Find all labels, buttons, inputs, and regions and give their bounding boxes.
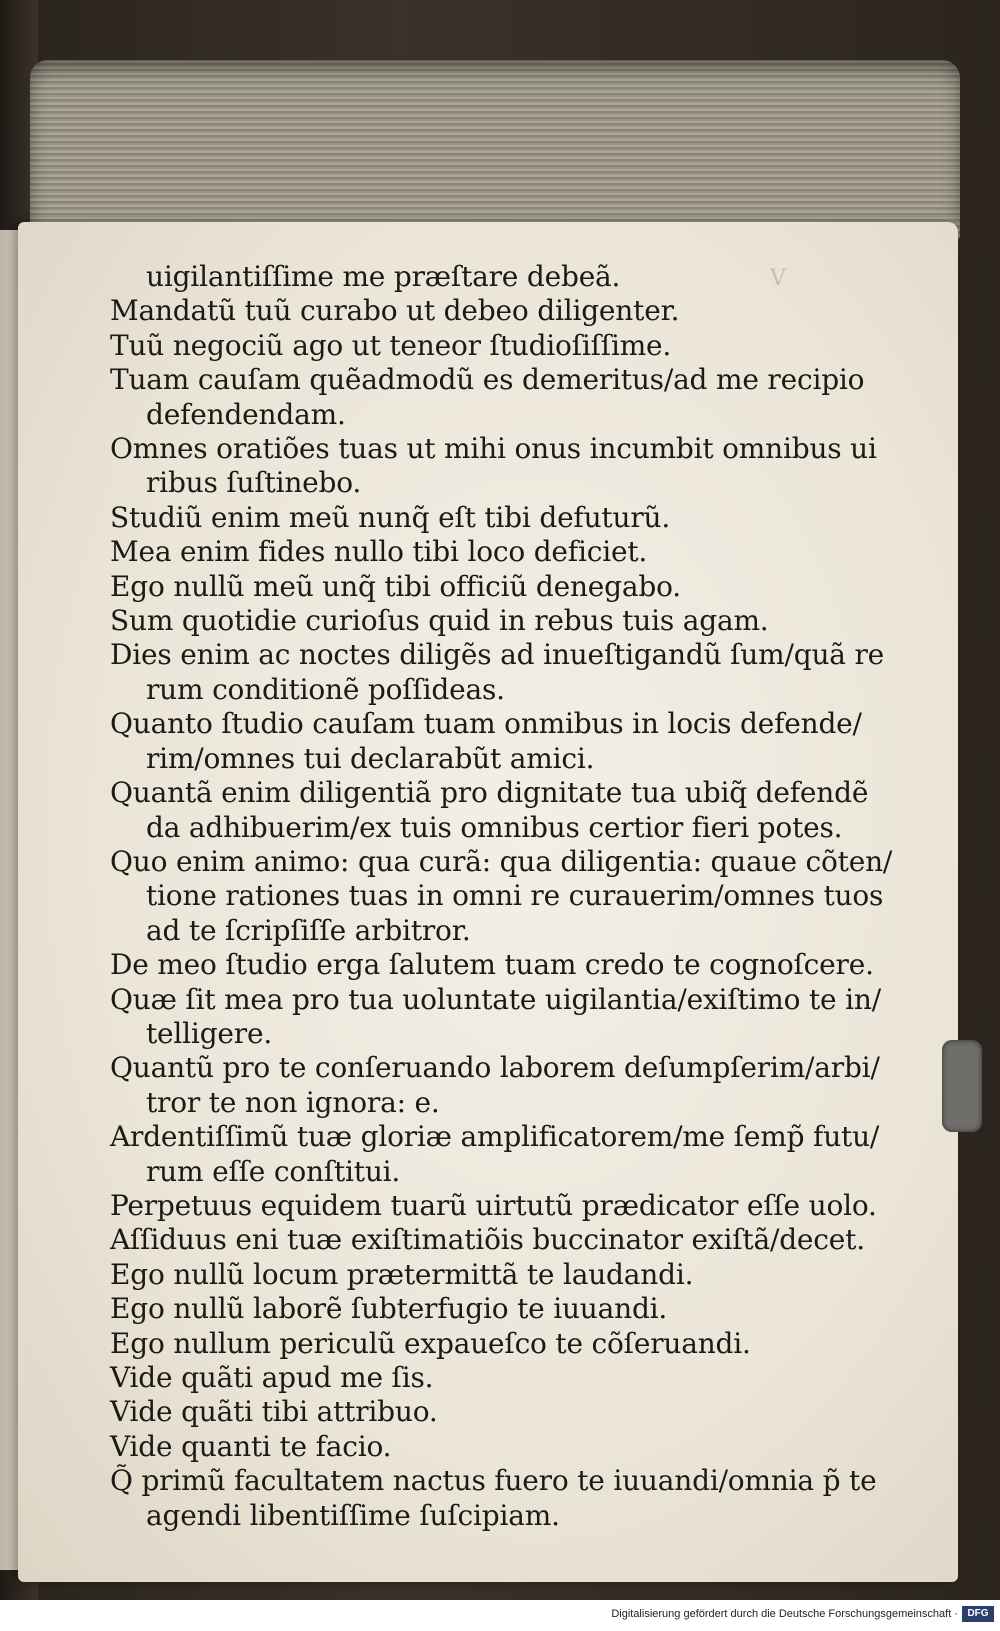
text-line: ad te ſcripſiſſe arbitror. xyxy=(146,913,471,947)
text-line: Mandatũ tuũ curabo ut debeo diligenter. xyxy=(110,294,680,328)
text-line: uigilantiſſime me præſtare debeã. xyxy=(146,260,621,293)
text-line: rum eſſe conſtitui. xyxy=(146,1154,401,1188)
text-line: Ego nullũ meũ unq̃ tibi officiũ denegabo. xyxy=(110,569,681,603)
text-line: da adhibuerim/ex tuis omnibus certior fieri potes. xyxy=(146,810,843,844)
text-line: De meo ſtudio erga ſalutem tuam credo te cognoſcere. xyxy=(110,948,874,982)
text-line: Quantũ pro te conſeruando laborem deſumpſerim/arbi/ xyxy=(110,1051,880,1085)
bookmark-tab xyxy=(942,1040,982,1132)
text-line: rim/omnes tui declarabũt amici. xyxy=(146,741,595,775)
text-line: Quæ ſit mea pro tua uoluntate uigilantia/exiſtimo te in/ xyxy=(110,982,881,1016)
text-line: tror te non ignora: e. xyxy=(146,1085,440,1119)
text-line: Sum quotidie curioſus quid in rebus tuis agam. xyxy=(110,604,769,638)
text-line: Perpetuus equidem tuarũ uirtutũ prædicator eſſe uolo. xyxy=(110,1188,877,1222)
text-line: Dies enim ac noctes diligẽs ad inueſtigandũ ſum/quã re xyxy=(110,638,885,672)
text-line: Quanto ſtudio cauſam tuam onmibus in locis defende/ xyxy=(110,707,862,741)
text-line: Tuũ negociũ ago ut teneor ſtudioſiſſime. xyxy=(110,328,672,362)
text-line: Vide quanti te facio. xyxy=(110,1429,392,1463)
text-line: Ego nullũ locum prætermittã te laudandi. xyxy=(110,1257,694,1291)
text-line: Ardentiſſimũ tuæ gloriæ amplificatorem/me ſemp̃ futu/ xyxy=(110,1120,880,1154)
text-line: rum conditionẽ poſſideas. xyxy=(146,672,505,706)
text-line: Mea enim fides nullo tibi loco deficiet. xyxy=(110,535,648,569)
text-line: Quo enim animo: qua curã: qua diligentia: quaue cõten/ xyxy=(110,844,893,878)
show-through-text: V xyxy=(770,266,786,291)
footer-bar xyxy=(0,1602,1000,1631)
text-line: telligere. xyxy=(146,1016,273,1050)
text-line: ribus ſuſtinebo. xyxy=(146,466,362,500)
page-block-top-edge xyxy=(30,60,960,240)
text-line: Tuam cauſam quẽadmodũ es demeritus/ad me recipio xyxy=(110,363,865,397)
text-line: Q̃ primũ facultatem nactus fuero te iuuandi/omnia p̃ te xyxy=(110,1464,877,1498)
text-line: agendi libentiſſime ſuſcipiam. xyxy=(146,1498,560,1532)
footer-credit: Digitalisierung gefördert durch die Deutsche Forschungsgemeinschaft · xyxy=(611,1608,958,1620)
text-line: Omnes oratiões tuas ut mihi onus incumbit omnibus ui xyxy=(110,432,877,466)
text-line: Vide quãti apud me ſis. xyxy=(110,1361,434,1394)
dfg-logo: DFG xyxy=(962,1606,994,1622)
text-line: defendendam. xyxy=(146,397,346,431)
text-line: Aſſiduus eni tuæ exiſtimatiõis buccinator exiſtã/decet. xyxy=(110,1223,865,1257)
text-line: Ego nullum periculũ expaueſco te cõſeruandi. xyxy=(110,1326,751,1360)
page-text xyxy=(110,260,893,1533)
text-line: Quantã enim diligentiã pro dignitate tua ubiq̃ defendẽ xyxy=(110,776,869,810)
text-line: tione rationes tuas in omni re curauerim/omnes tuos xyxy=(146,879,884,913)
text-line: Vide quãti tibi attribuo. xyxy=(110,1395,438,1429)
text-line: Studiũ enim meũ nunq̃ eſt tibi defuturũ. xyxy=(110,500,671,534)
text-line: Ego nullũ laborẽ ſubterfugio te iuuandi. xyxy=(110,1292,668,1326)
